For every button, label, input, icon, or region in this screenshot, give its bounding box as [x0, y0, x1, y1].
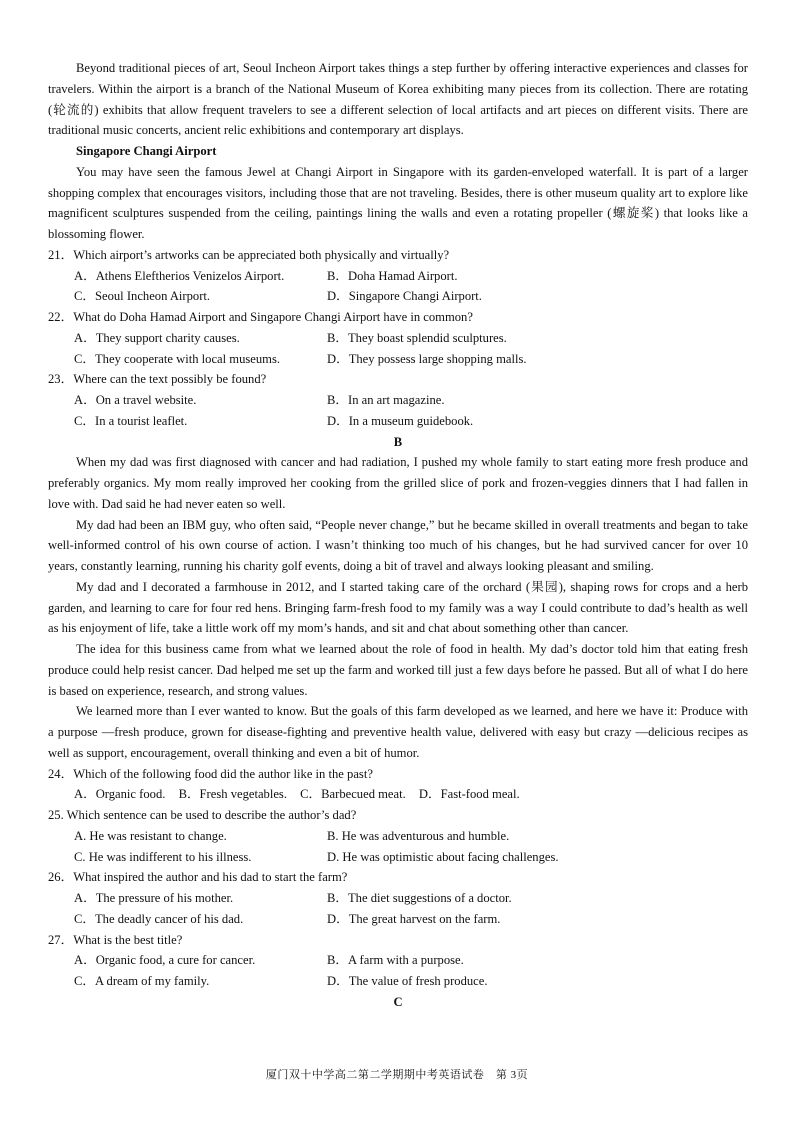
section-b-label: B: [393, 434, 403, 449]
option-b: B．A farm with a purpose.: [327, 953, 464, 968]
option-c: C．They cooperate with local museums.: [74, 351, 280, 366]
passage-b-paragraph: When my dad was first diagnosed with cancer and had radiation, I pushed my whole family to start eating more fresh produce and preferably organics. My mom really improved her cooking from the grilled slice of pork and frozen-veggies dinners that I had fallen in love with. Dad said he had never eaten so well.: [48, 455, 748, 511]
option-c: C. He was indifferent to his illness.: [74, 849, 252, 864]
question-stem: 23．Where can the text possibly be found?: [48, 372, 267, 387]
passage-a-singapore-paragraph: You may have seen the famous Jewel at Changi Airport in Singapore with its garden-enveloped waterfall. It is part of a larger shopping complex that encourages visitors, including those that are not traveling. Besides, there is other museum quality art to explore like magnificent sculptures suspended from the ceiling, paintings lining the walls and even a rotating propeller (螺旋桨) that looks like a blossoming flower.: [48, 164, 748, 241]
question-stem: 21．Which airport’s artworks can be appreciated both physically and virtually?: [48, 247, 450, 262]
question-23: [48, 369, 748, 431]
option-d: D．The great harvest on the farm.: [327, 911, 501, 926]
passage-b-paragraph: We learned more than I ever wanted to know. But the goals of this farm developed as we learned, and here we have it: Produce with a purpose —fresh produce, grown for disease-fighting and preventive health value, delivered with easy but crazy —delicious recipes as well as support, encouragement, overall thinking and even a bit of humor.: [48, 704, 748, 760]
option-d: D．Singapore Changi Airport.: [327, 289, 482, 304]
option-a: A．Athens Eleftherios Venizelos Airport.: [74, 268, 285, 283]
passage-b-paragraph: My dad had been an IBM guy, who often said, “People never change,” but he became skilled in overall treatments and began to take well-informed control of his own course of action. I wasn’t thinking too much of his changes, but he had survived cancer for over 10 years, constantly learning, running his charity golf events, doing a bit of travel and always looking pleasant and smiling.: [48, 517, 748, 573]
question-22: [48, 307, 748, 369]
option-d: D．Fast-food meal.: [418, 787, 520, 802]
option-a: A. He was resistant to change.: [74, 828, 227, 843]
option-b: B．In an art magazine.: [327, 393, 445, 407]
section-c-label: C: [393, 994, 403, 1009]
option-a: A．Organic food.: [74, 787, 166, 802]
question-27: [48, 930, 748, 992]
passage-a-seoul-paragraph: Beyond traditional pieces of art, Seoul Incheon Airport takes things a step further by offering interactive experiences and classes for travelers. Within the airport is a branch of the National Museum of Korea exhibiting many pieces from its collection. There are rotating (轮流的) exhibits that allow frequent travelers to see a different selection of local artifacts and art pieces on different visits. There are traditional music concerts, ancient relic exhibitions and contemporary art displays.: [48, 61, 748, 138]
option-c: C．Barbecued meat.: [300, 787, 406, 802]
option-a: A．Organic food, a cure for cancer.: [74, 953, 256, 968]
option-b: B．Fresh vegetables.: [178, 787, 287, 802]
exam-page: [48, 58, 748, 1013]
option-a: A．The pressure of his mother.: [74, 891, 234, 905]
option-c: C．A dream of my family.: [74, 974, 210, 988]
option-b: B．Doha Hamad Airport.: [327, 268, 458, 283]
option-d: D. He was optimistic about facing challenges.: [327, 849, 559, 864]
passage-b-paragraph: The idea for this business came from what we learned about the role of food in health. My dad’s doctor told him that eating fresh produce could help resist cancer. Dad helped me set up the farm and worked till just a few days before he passed. But all of what I do here is based on experience, research, and strong values.: [48, 642, 748, 698]
question-21: [48, 245, 748, 307]
question-stem: 26．What inspired the author and his dad to start the farm?: [48, 870, 348, 885]
question-stem: 25. Which sentence can be used to describe the author’s dad?: [48, 808, 357, 822]
passage-b-paragraph: My dad and I decorated a farmhouse in 2012, and I started taking care of the orchard (果园), shaping rows for crops and a herb garden, and learning to care for four red hens. Bringing farm-fresh food to my family was a way I could contribute to dad’s health as well as his enjoyment of life, take a little work off my mom’s hands, and sit and chat about something other than cancer.: [48, 579, 748, 636]
question-stem: 27．What is the best title?: [48, 932, 183, 947]
singapore-heading: Singapore Changi Airport: [76, 144, 217, 158]
question-24: [48, 764, 748, 806]
option-a: A．On a travel website.: [74, 393, 197, 407]
option-c: C．In a tourist leaflet.: [74, 413, 188, 428]
option-c: C．Seoul Incheon Airport.: [74, 289, 211, 304]
option-b: B．They boast splendid sculptures.: [327, 330, 507, 345]
option-d: D．The value of fresh produce.: [327, 974, 488, 988]
option-a: A．They support charity causes.: [74, 330, 240, 345]
option-d: D．They possess large shopping malls.: [327, 351, 527, 366]
option-c: C．The deadly cancer of his dad.: [74, 911, 244, 926]
question-stem: 24．Which of the following food did the author like in the past?: [48, 766, 373, 781]
option-b: B．The diet suggestions of a doctor.: [327, 891, 512, 905]
option-b: B. He was adventurous and humble.: [327, 828, 510, 843]
question-25: [48, 805, 748, 867]
page-footer: 厦门双十中学高二第二学期期中考英语试卷 第 3页: [265, 1069, 529, 1081]
question-stem: 22．What do Doha Hamad Airport and Singapore Changi Airport have in common?: [48, 310, 473, 324]
option-d: D．In a museum guidebook.: [327, 413, 474, 428]
question-26: [48, 867, 748, 929]
